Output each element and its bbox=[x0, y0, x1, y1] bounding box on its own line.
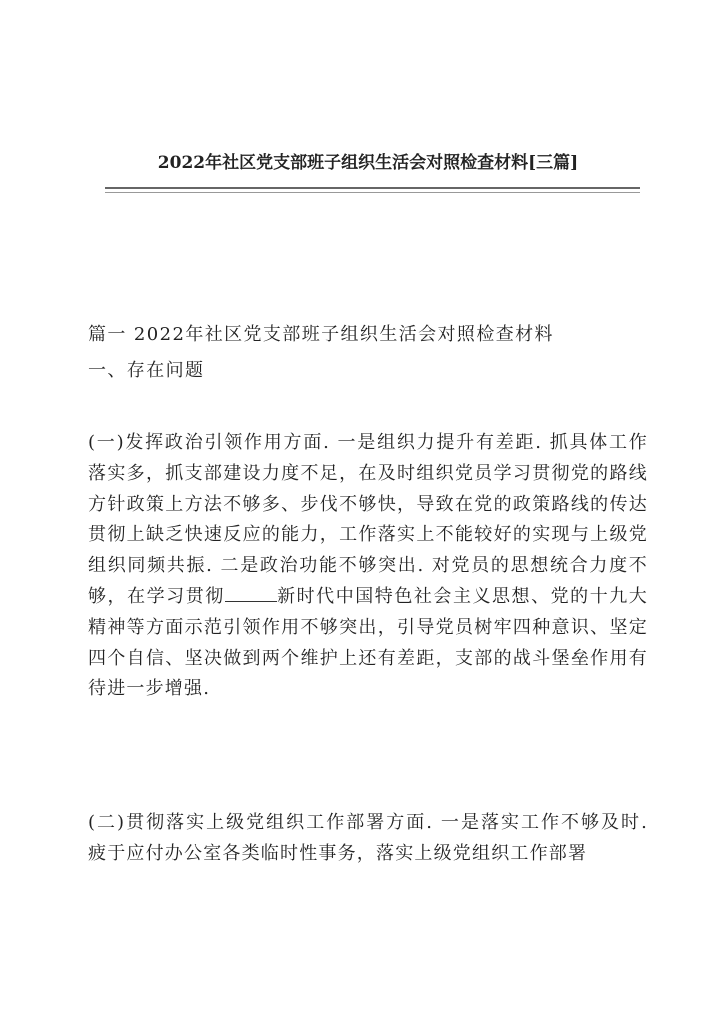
paragraph-1-part-1: (一)发挥政治引领作用方面. 一是组织力提升有差距. 抓具体工作落实多，抓支部建设力度不足，在及时组织党员学习贯彻党的路线方针政策上方法不够多、步伐不够快，导致在党的政策路线的传达贯彻上缺乏快速反应的能力，工作落实上不能较好的实现与上级党组织同频共振. 二是政治功能不够突出. 对党员的思想统合力度不够，在学习贯彻 bbox=[88, 432, 648, 607]
blank-underline bbox=[225, 587, 277, 602]
section-heading: 篇一 2022年社区党支部班子组织生活会对照检查材料 bbox=[88, 324, 554, 345]
title-divider bbox=[105, 187, 640, 193]
paragraph-1-part-2: 新时代中国特色社会主义思想、党的十九大精神等方面示范引领作用不够突出，引导党员树牢四种意识、坚定四个自信、坚决做到两个维护上还有差距，支部的战斗堡垒作用有待进一步增强. bbox=[88, 585, 648, 700]
subheading: 一、存在问题 bbox=[88, 360, 205, 381]
document-title: 2022年社区党支部班子组织生活会对照检查材料[三篇] bbox=[157, 153, 579, 173]
paragraph-1 bbox=[88, 428, 648, 705]
paragraph-2: (二)贯彻落实上级党组织工作部署方面. 一是落实工作不够及时. 疲于应付办公室各类临时性事务，落实上级党组织工作部署 bbox=[88, 812, 648, 864]
